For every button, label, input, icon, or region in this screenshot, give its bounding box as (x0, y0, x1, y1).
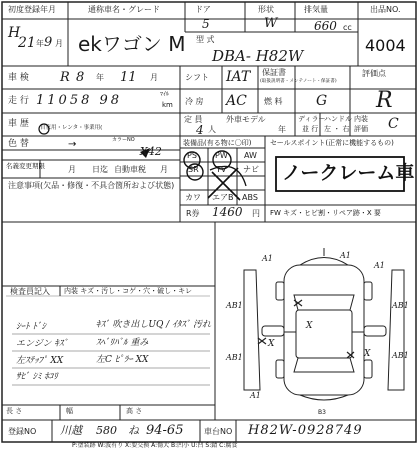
shift-value: IAT (226, 69, 251, 85)
inspector-categories: 内装 キズ・汚し・コゲ・穴・破し・キレ (64, 287, 193, 295)
first-reg-month-unit: 月 (55, 39, 63, 48)
note-item-2: エンジン ｷｽﾞ (16, 339, 68, 349)
width-label: 幅 (66, 407, 73, 415)
interior-label-2: 評価 (354, 125, 368, 133)
mark-a1-rear: A1 (250, 391, 261, 400)
fw-line: FW キズ・ヒビ割・リペア跡・X 要 (270, 209, 381, 217)
interior-label: 内装 (354, 115, 368, 123)
capacity-unit: 人 (208, 125, 216, 134)
mark-b3: B3 (318, 409, 326, 416)
equip-tv: TV (216, 165, 227, 174)
inspection-era: R (60, 70, 70, 85)
note-item-4: ｻﾋﾞ ｼﾐ ﾎｺﾘ (16, 372, 58, 382)
inspector-label: 検査員記入 (10, 287, 50, 296)
registration-number: 94-65 (146, 423, 184, 438)
mark-a1-front-left: A1 (262, 254, 273, 263)
inspection-year-unit: 年 (96, 73, 104, 82)
fuel-value: G (316, 93, 328, 109)
length-label: 長 さ (6, 407, 23, 415)
mirror-left (262, 326, 284, 336)
note-item-3: 左ｽﾃｯﾌﾟ XX (16, 356, 64, 366)
inspection-year: 8 (76, 70, 85, 85)
score-value: R (376, 88, 393, 113)
model-value: DBA- H82W (212, 47, 304, 65)
car-roof (296, 310, 352, 358)
displacement-label: 排気量 (304, 5, 328, 14)
mark-x-left: X (268, 339, 275, 349)
color-no-value: X42 (140, 145, 162, 158)
mileage-label: 走 行 (8, 96, 29, 106)
inspection-month: 11 (120, 70, 137, 85)
registration-place: 川越 (60, 424, 82, 437)
mileage-unit-top: ﾏｲﾙ (160, 91, 170, 98)
mileage-unit-bottom: km (162, 101, 173, 109)
mark-ab1-right: AB1 (392, 301, 409, 310)
first-reg-label: 初度登録年月 (8, 5, 56, 14)
car-windshield (294, 295, 354, 310)
mark-ab1-left-rear: AB1 (226, 353, 243, 362)
r-unit: 円 (252, 209, 260, 218)
r-label: R券 (186, 209, 200, 218)
wheel-fl (276, 282, 284, 300)
name-grade-label: 通称車名・グレード (88, 5, 160, 14)
notes-label: 注意事項(欠品・修復・不具合箇所および状態) (8, 181, 175, 190)
inspection-month-unit: 月 (150, 73, 158, 82)
shape-label: 形状 (258, 5, 274, 14)
chassis-label: 車台NO (204, 427, 233, 436)
shift-label: シフト (185, 73, 209, 82)
registration-class: 580 (96, 424, 117, 437)
equip-ps: PS (187, 151, 197, 160)
displacement-unit: cc (343, 23, 352, 32)
warranty-label: 保証書 (262, 68, 286, 77)
model-label: 型 式 (196, 35, 215, 44)
first-reg-year-unit: 年 (36, 39, 44, 48)
car-name: ekワゴン M (78, 32, 186, 56)
first-reg-year: 21 (18, 35, 36, 51)
warranty-sub: (取扱説明書・メンテノート・保証書) (260, 79, 337, 84)
doors-label: ドア (195, 5, 211, 14)
fuel-label: 燃 料 (264, 97, 283, 106)
mark-x-roof: X (306, 321, 313, 331)
note-item-1: ｼｰﾄ ﾄﾞｼ (16, 322, 46, 332)
registration-kana: ね (128, 424, 139, 437)
equip-leather: カワ (185, 193, 201, 202)
mirror-right (364, 326, 386, 336)
displacement-value: 660 (314, 19, 337, 33)
first-reg-era: H (8, 25, 21, 41)
chassis-value: H82W-0928749 (248, 423, 363, 438)
inspection-label: 車 検 (8, 73, 29, 83)
equip-airbag: エアB (212, 193, 234, 202)
color-label: 色 替 (8, 139, 29, 149)
lot-number: 4004 (365, 36, 406, 55)
capacity-value: 4 (196, 123, 204, 137)
equipment-label: 装備品(有る物に〇印) (183, 139, 252, 147)
first-reg-month: 9 (44, 35, 53, 50)
mark-x-right: X (364, 349, 371, 359)
prev-owner-period: 月 (160, 165, 168, 174)
mark-ab1-right-rear: AB1 (392, 351, 409, 360)
color-no-label: カラーNO (112, 137, 135, 143)
ac-label: 冷 房 (185, 97, 204, 106)
car-diagram (244, 248, 404, 400)
no-claim-stamp: ノークレーム車 (282, 162, 415, 184)
equip-navi: ナビ (243, 165, 259, 174)
mileage-value: 11058 98 (36, 93, 123, 108)
note-detail-3: 左C ﾋﾟﾗｰ XX (96, 355, 149, 365)
height-label: 高 さ (126, 407, 143, 415)
equip-pw: PW (215, 151, 228, 160)
foreign-model-year: 年 (278, 125, 286, 134)
history-options: 自家用・レンタ・事業用( (40, 125, 103, 131)
equip-sr: SR (188, 165, 199, 174)
wheel-fr (364, 282, 372, 300)
wheel-rr (364, 360, 372, 378)
steering-options: 左 ・ 右 (324, 125, 350, 133)
equip-aw: AW (244, 151, 257, 160)
sales-point-label: セールスポイント(正常に機能するもの) (270, 139, 394, 147)
mark-ab1-left: AB1 (226, 301, 243, 310)
color-arrow: → (68, 139, 77, 150)
lot-label: 出品NO. (370, 5, 401, 14)
mark-a1-front-right: A1 (374, 261, 385, 270)
car-rear-window (294, 358, 354, 372)
prev-owner-label: 名義変更期限 (6, 162, 45, 170)
dealer-sub: 並 行 (302, 125, 319, 133)
history-label: 車 歴 (8, 119, 29, 129)
equip-abs: ABS (242, 193, 258, 202)
dealer-label: ディラー (298, 115, 326, 123)
interior-value: C (388, 116, 399, 132)
wheel-rl (276, 360, 284, 378)
rear-bumper (300, 395, 348, 400)
legend: P:塗装跡 W:波有り X:要交換 A:傷大 B:凹小 U:凹 S:錆 C:腐食 (72, 442, 238, 449)
steering-label: ハンドル (324, 115, 352, 123)
doors-value: 5 (202, 17, 210, 31)
note-detail-1: ｷｽﾞ 吹き出しUQ / ｲﾀｽﾞ 汚れ (96, 320, 211, 330)
mark-a1-front: A1 (340, 251, 351, 260)
note-detail-2: ｽﾍﾞﾘﾊﾞﾙ 重み (96, 338, 149, 348)
shape-value: W (264, 16, 278, 31)
foreign-model-label: 外車モデル (226, 115, 266, 124)
prev-owner-day: 日迄 (92, 165, 108, 174)
score-label: 評価点 (362, 69, 386, 78)
r-value: 1460 (212, 205, 243, 219)
prev-owner-month: 月 (68, 165, 76, 174)
prev-owner-auto: 自動車税 (114, 165, 146, 174)
ac-value: AC (226, 93, 247, 109)
capacity-label: 定 員 (184, 115, 203, 124)
registration-label: 登録NO (8, 427, 37, 436)
